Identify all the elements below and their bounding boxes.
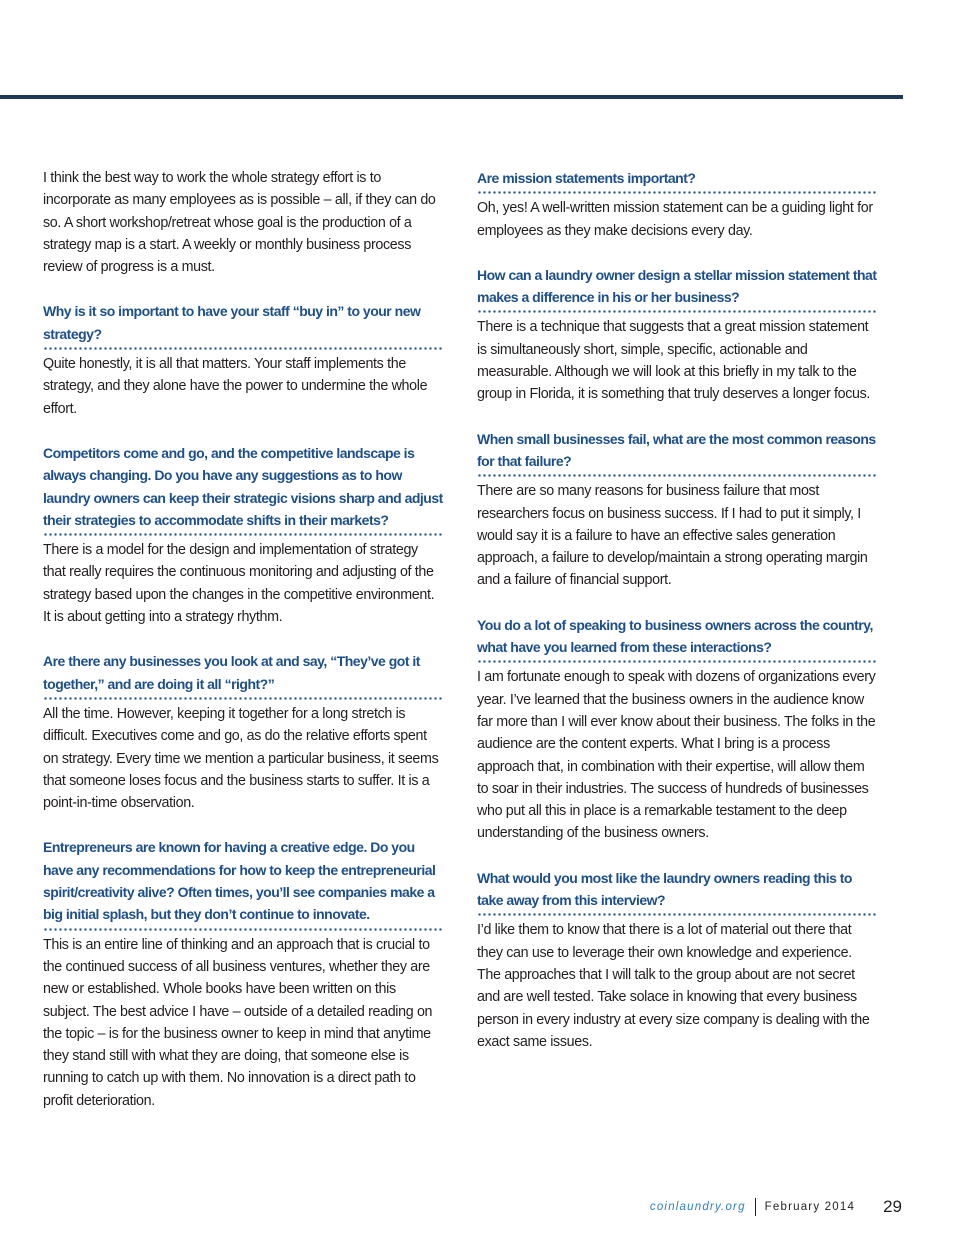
question-heading: What would you most like the laundry owners reading this to take away from this interview?	[477, 867, 877, 917]
right-column	[477, 167, 877, 1075]
page-footer	[650, 1197, 902, 1217]
answer-paragraph: Oh, yes! A well-written mission statement can be a guiding light for employees as they make decisions every day.	[477, 200, 873, 239]
answer-paragraph: I’d like them to know that there is a lot of material out there that they can use to leverage their own knowledge and experience. The approaches that I will talk to the group about are not secret and are well tested. Take solace in knowing that every business person in every industry at every size company is dealing with the exact same issues.	[477, 922, 870, 1050]
answer-paragraph: There is a model for the design and implementation of strategy that really requires the continuous monitoring and adjusting of the strategy based upon the changes in the competitive environment. It is about getting into a strategy rhythm.	[43, 542, 435, 626]
question-heading: Why is it so important to have your staff “buy in” to your new strategy?	[43, 300, 443, 350]
qa-block	[43, 650, 443, 814]
answer-paragraph: All the time. However, keeping it together for a long stretch is difficult. Executives come and go, as do the relative efforts spent on strategy. Every time we mention a particular business, it seems that someone loses focus and the business starts to suffer. It is a point-in-time observation.	[43, 705, 439, 812]
question-heading: Entrepreneurs are known for having a creative edge. Do you have any recommendations for how to keep the entrepreneurial spirit/creativity alive? Often times, you’ll see companies make a big initial splash, but they don’t continue to innovate.	[43, 836, 443, 930]
page-number: 29	[883, 1197, 902, 1216]
answer-paragraph: I am fortunate enough to speak with dozens of organizations every year. I’ve learned that the business owners in the audience know far more than I will ever know about their business. The folks in the audience are the content experts. What I bring is a process approach that, in combination with their expertise, will allow them to soar in their industries. The success of hundreds of businesses who put all this in place is a remarkable testament to the deep understanding of the business owners.	[477, 669, 876, 842]
question-heading: Are mission statements important?	[477, 167, 877, 194]
qa-block	[43, 836, 443, 1112]
issue-date: February 2014	[764, 1201, 856, 1213]
question-heading: When small businesses fail, what are the most common reasons for that failure?	[477, 428, 877, 478]
left-column	[43, 167, 443, 1134]
question-heading: Are there any businesses you look at and say, “They’ve got it together,” and are doing it all “right?”	[43, 650, 443, 700]
qa-block	[43, 300, 443, 419]
answer-paragraph: Quite honestly, it is all that matters. Your staff implements the strategy, and they alone have the power to undermine the whole effort.	[43, 356, 428, 417]
question-heading: You do a lot of speaking to business owners across the country, what have you learned from these interactions?	[477, 614, 877, 664]
qa-block	[477, 867, 877, 1053]
qa-block	[43, 442, 443, 628]
qa-block	[477, 167, 877, 242]
answer-paragraph: This is an entire line of thinking and an approach that is crucial to the continued success of all business ventures, whether they are new or established. Whole books have been written on this subject. The best advice I have – outside of a detailed reading on the topic – is for the business owner to keep in mind that anytime they stand still with what they are doing, that someone else is running to catch up with them. No innovation is a direct path to profit deterioration.	[43, 936, 433, 1109]
answer-paragraph: There are so many reasons for business failure that most researchers focus on business success. If I had to put it simply, I would say it is a failure to have an effective sales generation approach, a failure to develop/maintain a strong operating margin and a failure of financial support.	[477, 483, 868, 589]
footer-divider	[755, 1198, 756, 1216]
qa-block	[477, 614, 877, 845]
intro-paragraph: I think the best way to work the whole strategy effort is to incorporate as many employees as is possible – all, if they can do so. A short workshop/retreat whose goal is the production of a strategy map is a start. A weekly or monthly business process review of progress is a must.	[43, 170, 436, 276]
question-heading: Competitors come and go, and the competitive landscape is always changing. Do you have any suggestions as to how laundry owners can keep their strategic visions sharp and adjust their strategies to accommodate shifts in their markets?	[43, 442, 443, 536]
question-heading: How can a laundry owner design a stellar mission statement that makes a difference in his or her business?	[477, 264, 877, 314]
qa-block	[477, 264, 877, 406]
qa-block	[477, 428, 877, 592]
site-link[interactable]: coinlaundry.org	[649, 1201, 746, 1213]
intro-block	[43, 167, 443, 278]
header-rule	[0, 95, 903, 99]
answer-paragraph: There is a technique that suggests that a great mission statement is simultaneously short, simple, specific, actionable and measurable. Although we will look at this briefly in my talk to the group in Florida, it is something that truly deserves a longer focus.	[477, 319, 871, 403]
